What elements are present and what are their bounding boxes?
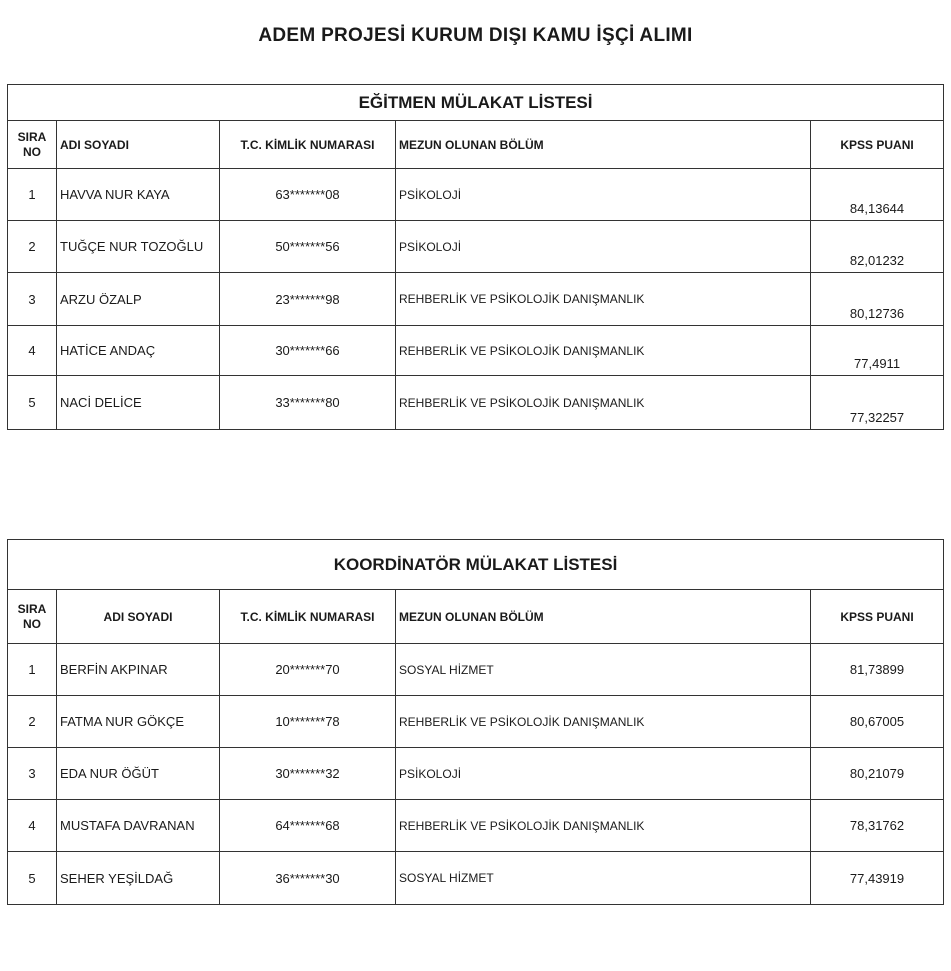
table-row	[8, 326, 944, 376]
row-dept: PSİKOLOJİ	[396, 169, 811, 221]
row-no: 4	[8, 326, 57, 376]
column-header-name: ADI SOYADI	[57, 590, 220, 644]
row-no: 3	[8, 273, 57, 326]
table-row	[8, 221, 944, 273]
column-header-no: SIRA NO	[8, 121, 57, 169]
row-no: 3	[8, 748, 57, 800]
row-no: 4	[8, 800, 57, 852]
row-kpss: 82,01232	[811, 221, 944, 273]
row-dept: REHBERLİK VE PSİKOLOJİK DANIŞMANLIK	[396, 800, 811, 852]
row-tc: 50*******56	[220, 221, 396, 273]
row-tc: 30*******32	[220, 748, 396, 800]
row-dept: REHBERLİK VE PSİKOLOJİK DANIŞMANLIK	[396, 326, 811, 376]
row-no: 2	[8, 696, 57, 748]
column-header-tc: T.C. KİMLİK NUMARASI	[220, 590, 396, 644]
column-header-tc: T.C. KİMLİK NUMARASI	[220, 121, 396, 169]
table-row	[8, 696, 944, 748]
row-name: HAVVA NUR KAYA	[57, 169, 220, 221]
table-caption: EĞİTMEN MÜLAKAT LİSTESİ	[8, 85, 944, 121]
row-tc: 36*******30	[220, 852, 396, 905]
row-name: EDA NUR ÖĞÜT	[57, 748, 220, 800]
row-no: 2	[8, 221, 57, 273]
row-dept: REHBERLİK VE PSİKOLOJİK DANIŞMANLIK	[396, 273, 811, 326]
row-name: BERFİN AKPINAR	[57, 644, 220, 696]
table-row	[8, 852, 944, 905]
table-row	[8, 800, 944, 852]
koordinator-interview-table	[7, 539, 944, 905]
row-dept: PSİKOLOJİ	[396, 748, 811, 800]
document-title: ADEM PROJESİ KURUM DIŞI KAMU İŞÇİ ALIMI	[258, 25, 693, 46]
table-row	[8, 376, 944, 430]
row-kpss: 80,12736	[811, 273, 944, 326]
row-name: TUĞÇE NUR TOZOĞLU	[57, 221, 220, 273]
row-no: 5	[8, 376, 57, 430]
row-tc: 63*******08	[220, 169, 396, 221]
row-dept: PSİKOLOJİ	[396, 221, 811, 273]
row-dept: SOSYAL HİZMET	[396, 644, 811, 696]
row-name: HATİCE ANDAÇ	[57, 326, 220, 376]
column-header-kpss: KPSS PUANI	[811, 590, 944, 644]
row-no: 1	[8, 169, 57, 221]
row-tc: 10*******78	[220, 696, 396, 748]
row-tc: 20*******70	[220, 644, 396, 696]
table-row	[8, 644, 944, 696]
column-header-dept: MEZUN OLUNAN BÖLÜM	[396, 121, 811, 169]
row-kpss: 77,4911	[811, 326, 944, 376]
row-kpss: 80,67005	[811, 696, 944, 748]
row-dept: SOSYAL HİZMET	[396, 852, 811, 905]
row-tc: 30*******66	[220, 326, 396, 376]
row-kpss: 77,43919	[811, 852, 944, 905]
row-kpss: 81,73899	[811, 644, 944, 696]
row-kpss: 84,13644	[811, 169, 944, 221]
row-kpss: 77,32257	[811, 376, 944, 430]
row-no: 5	[8, 852, 57, 905]
row-name: MUSTAFA DAVRANAN	[57, 800, 220, 852]
column-header-name: ADI SOYADI	[57, 121, 220, 169]
row-dept: REHBERLİK VE PSİKOLOJİK DANIŞMANLIK	[396, 696, 811, 748]
row-tc: 33*******80	[220, 376, 396, 430]
row-dept: REHBERLİK VE PSİKOLOJİK DANIŞMANLIK	[396, 376, 811, 430]
row-name: FATMA NUR GÖKÇE	[57, 696, 220, 748]
row-name: SEHER YEŞİLDAĞ	[57, 852, 220, 905]
table-row	[8, 273, 944, 326]
column-header-kpss: KPSS PUANI	[811, 121, 944, 169]
row-name: NACİ DELİCE	[57, 376, 220, 430]
table-row	[8, 748, 944, 800]
row-no: 1	[8, 644, 57, 696]
row-kpss: 80,21079	[811, 748, 944, 800]
row-name: ARZU ÖZALP	[57, 273, 220, 326]
column-header-no: SIRA NO	[8, 590, 57, 644]
table-row	[8, 169, 944, 221]
row-kpss: 78,31762	[811, 800, 944, 852]
row-tc: 64*******68	[220, 800, 396, 852]
row-tc: 23*******98	[220, 273, 396, 326]
egitmen-interview-table	[7, 84, 944, 430]
column-header-dept: MEZUN OLUNAN BÖLÜM	[396, 590, 811, 644]
table-caption: KOORDİNATÖR MÜLAKAT LİSTESİ	[8, 540, 944, 590]
